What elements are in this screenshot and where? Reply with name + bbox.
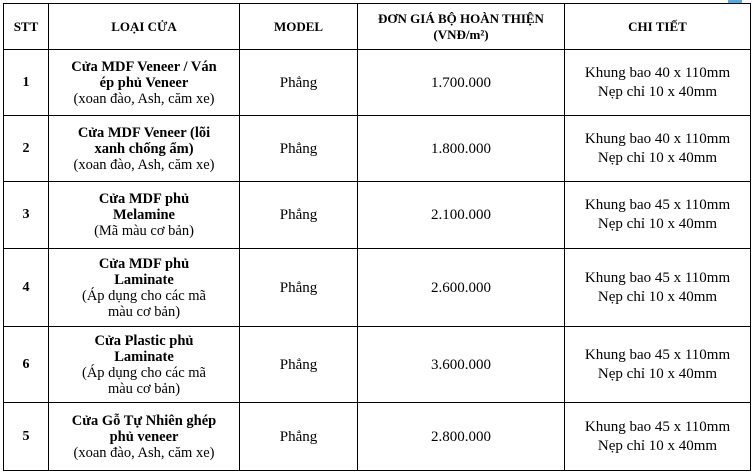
row-price: 1.700.000	[358, 50, 565, 116]
row-price: 2.100.000	[358, 182, 565, 249]
door-sub-line: (xoan đào, Ash, căm xe)	[73, 156, 215, 173]
detail-line: Khung bao 45 x 110mm	[584, 418, 731, 435]
row-stt: 4	[4, 249, 49, 327]
detail-line: Nẹp chỉ 10 x 40mm	[597, 83, 718, 100]
door-name-line: phủ veneer	[109, 428, 179, 445]
table-header-row	[4, 4, 751, 50]
row-model: Phẳng	[240, 249, 358, 327]
row-detail	[565, 50, 751, 116]
door-price-table	[3, 3, 751, 471]
door-name-line: Cửa Gỗ Tự Nhiên ghép	[71, 412, 217, 429]
row-detail	[565, 116, 751, 182]
row-price: 3.600.000	[358, 327, 565, 403]
table-row	[4, 116, 751, 182]
table-row	[4, 403, 751, 471]
row-model: Phẳng	[240, 327, 358, 403]
header-model: MODEL	[240, 4, 358, 50]
door-sub-line: màu cơ bản)	[107, 380, 181, 397]
detail-line: Khung bao 45 x 110mm	[584, 269, 731, 286]
row-door-type	[49, 182, 240, 249]
door-sub-line: (Mã màu cơ bản)	[94, 223, 194, 239]
table-row	[4, 50, 751, 116]
door-sub-line: (Áp dụng cho các mã	[81, 287, 206, 304]
door-sub-line: màu cơ bản)	[107, 303, 181, 320]
detail-line: Khung bao 45 x 110mm	[584, 197, 731, 213]
row-price: 2.600.000	[358, 249, 565, 327]
door-name-line: Cửa MDF Veneer (lõi	[77, 124, 211, 141]
door-sub-line: (xoan đào, Ash, căm xe)	[73, 90, 215, 107]
row-stt: 6	[4, 327, 49, 403]
detail-line: Nẹp chỉ 10 x 40mm	[597, 216, 718, 232]
header-detail: CHI TIẾT	[565, 4, 751, 50]
door-name-line: Cửa MDF phủ	[98, 255, 190, 272]
header-price-line1: ĐƠN GIÁ BỘ HOÀN THIỆN	[378, 10, 544, 26]
detail-line: Nẹp chỉ 10 x 40mm	[597, 365, 718, 382]
door-name-line: Cửa Plastic phủ	[94, 332, 194, 349]
door-name-line: Laminate	[114, 348, 174, 365]
row-door-type	[49, 403, 240, 471]
row-price: 2.800.000	[358, 403, 565, 471]
header-price	[358, 4, 565, 50]
row-model: Phẳng	[240, 116, 358, 182]
door-name-line: ép phủ Veneer	[99, 74, 189, 91]
row-detail	[565, 249, 751, 327]
row-stt: 5	[4, 403, 49, 471]
table-row	[4, 182, 751, 249]
door-name-line: Cửa MDF phủ	[98, 191, 190, 207]
door-name-line: Melamine	[112, 207, 175, 223]
detail-line: Nẹp chỉ 10 x 40mm	[597, 149, 718, 166]
detail-line: Khung bao 40 x 110mm	[584, 64, 731, 81]
row-detail	[565, 182, 751, 249]
row-stt: 1	[4, 50, 49, 116]
row-model: Phẳng	[240, 50, 358, 116]
row-stt: 2	[4, 116, 49, 182]
row-detail	[565, 403, 751, 471]
row-door-type	[49, 50, 240, 116]
row-detail	[565, 327, 751, 403]
door-sub-line: (xoan đào, Ash, căm xe)	[73, 444, 215, 461]
row-stt: 3	[4, 182, 49, 249]
table-row	[4, 327, 751, 403]
door-name-line: Cửa MDF Veneer / Ván	[71, 58, 217, 75]
row-door-type	[49, 249, 240, 327]
row-door-type	[49, 116, 240, 182]
header-stt: STT	[4, 4, 49, 50]
detail-line: Khung bao 40 x 110mm	[584, 130, 731, 147]
door-name-line: Laminate	[114, 271, 174, 288]
row-price: 1.800.000	[358, 116, 565, 182]
header-price-line2: (VNĐ/m²)	[433, 26, 489, 42]
header-door-type: LOẠI CỬA	[49, 4, 240, 50]
row-model: Phẳng	[240, 182, 358, 249]
detail-line: Nẹp chỉ 10 x 40mm	[597, 437, 718, 454]
detail-line: Khung bao 45 x 110mm	[584, 346, 731, 363]
door-name-line: xanh chống ẩm)	[94, 140, 194, 157]
table-row	[4, 249, 751, 327]
row-model: Phẳng	[240, 403, 358, 471]
door-sub-line: (Áp dụng cho các mã	[81, 364, 206, 381]
detail-line: Nẹp chỉ 10 x 40mm	[597, 288, 718, 305]
row-door-type	[49, 327, 240, 403]
